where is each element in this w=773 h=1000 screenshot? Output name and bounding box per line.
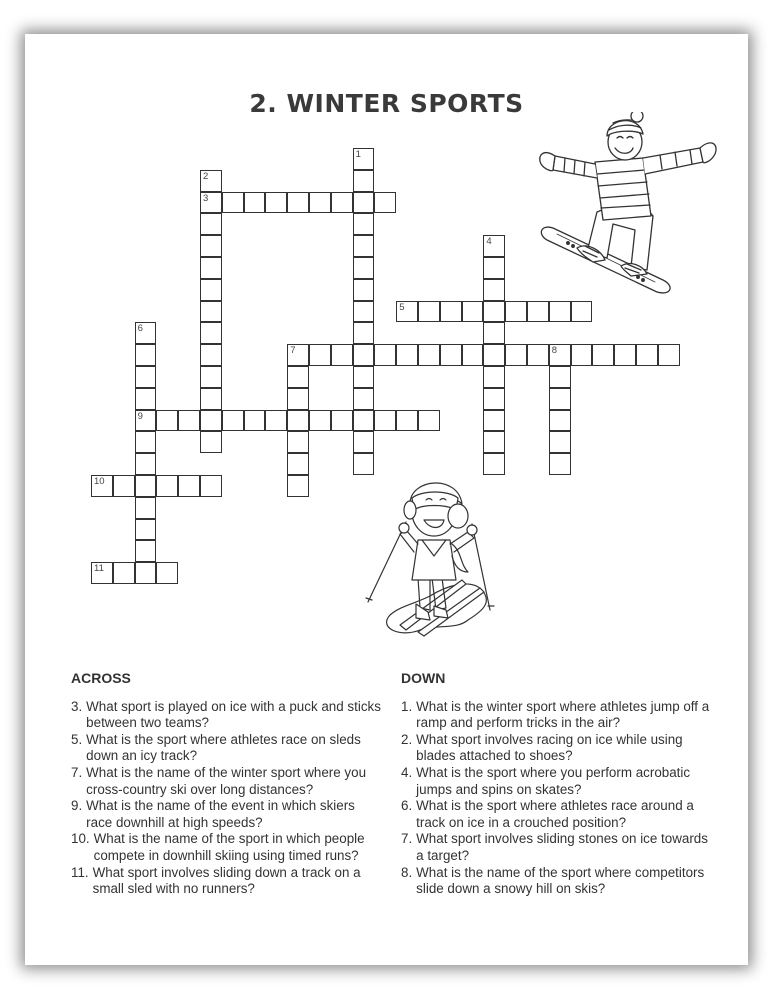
crossword-cell[interactable] <box>353 344 375 366</box>
clue-number: 4. <box>401 764 413 780</box>
clue-number: 3. <box>71 698 83 714</box>
clue-text: What is the name of the winter sport where you cross-country ski over long distances? <box>86 764 367 797</box>
crossword-cell[interactable] <box>440 301 462 323</box>
clue-number-label: 7 <box>290 345 296 357</box>
crossword-cell[interactable] <box>440 344 462 366</box>
clue-number-label: 6 <box>137 323 143 335</box>
crossword-cell[interactable] <box>374 344 396 366</box>
crossword-cell[interactable] <box>353 213 375 235</box>
crossword-cell[interactable] <box>462 301 484 323</box>
crossword-cell[interactable] <box>331 344 353 366</box>
crossword-cell[interactable] <box>331 410 353 432</box>
across-clues <box>71 670 381 898</box>
crossword-cell[interactable] <box>287 431 309 453</box>
down-clue-6 <box>401 798 711 831</box>
crossword-cell[interactable] <box>91 562 113 584</box>
crossword-cell[interactable] <box>549 431 571 453</box>
crossword-cell[interactable] <box>483 366 505 388</box>
crossword-cell[interactable] <box>200 301 222 323</box>
crossword-cell[interactable] <box>353 388 375 410</box>
crossword-cell[interactable] <box>636 344 658 366</box>
crossword-cell[interactable] <box>135 519 157 541</box>
crossword-cell[interactable] <box>135 540 157 562</box>
crossword-cell[interactable] <box>331 192 353 214</box>
crossword-cell[interactable] <box>418 344 440 366</box>
crossword-cell[interactable] <box>200 213 222 235</box>
clue-number: 6. <box>401 798 413 814</box>
clue-number-label: 10 <box>94 476 105 487</box>
down-clue-1 <box>401 699 711 732</box>
crossword-cell[interactable] <box>135 322 157 344</box>
crossword-cell[interactable] <box>483 344 505 366</box>
crossword-cell[interactable] <box>287 410 309 432</box>
clue-number-label: 11 <box>94 563 104 575</box>
crossword-cell[interactable] <box>505 301 527 323</box>
crossword-cell[interactable] <box>483 322 505 344</box>
crossword-cell[interactable] <box>287 344 309 366</box>
crossword-cell[interactable] <box>200 192 222 214</box>
crossword-cell[interactable] <box>353 148 375 170</box>
clue-number-label: 9 <box>137 410 143 422</box>
crossword-cell[interactable] <box>287 475 309 497</box>
crossword-cell[interactable] <box>549 366 571 388</box>
clue-number: 2. <box>401 731 413 747</box>
crossword-cell[interactable] <box>571 344 593 366</box>
crossword-cell[interactable] <box>418 410 440 432</box>
crossword-cell[interactable] <box>353 366 375 388</box>
crossword-cell[interactable] <box>353 235 375 257</box>
clue-text: What is the sport where athletes race on sleds down an icy track? <box>86 731 361 764</box>
crossword-cell[interactable] <box>178 410 200 432</box>
across-clue-3 <box>71 699 381 732</box>
crossword-cell[interactable] <box>374 410 396 432</box>
across-clue-9 <box>71 798 381 831</box>
crossword-cell[interactable] <box>135 410 157 432</box>
crossword-cell[interactable] <box>113 475 135 497</box>
clue-number-label: 5 <box>399 301 405 313</box>
crossword-cell[interactable] <box>156 475 178 497</box>
crossword-cell[interactable] <box>113 562 135 584</box>
down-clue-2 <box>401 732 711 765</box>
crossword-cell[interactable] <box>353 301 375 323</box>
clue-text: What is the sport where athletes race around a track on ice in a crouched position? <box>416 798 694 830</box>
crossword-cell[interactable] <box>483 301 505 323</box>
clue-number: 7. <box>71 764 83 780</box>
clue-text: What sport involves sliding stones on ice towards a target? <box>416 831 708 863</box>
crossword-cell[interactable] <box>396 410 418 432</box>
crossword-cell[interactable] <box>353 257 375 279</box>
down-clue-4 <box>401 765 711 798</box>
crossword-cell[interactable] <box>353 322 375 344</box>
crossword-cell[interactable] <box>353 279 375 301</box>
crossword-cell[interactable] <box>549 388 571 410</box>
clue-number: 7. <box>401 831 413 847</box>
crossword-cell[interactable] <box>614 344 636 366</box>
clue-text: What is the name of the sport in which people compete in downhill skiing using timed runs? <box>93 831 365 863</box>
down-clues <box>401 670 711 898</box>
crossword-cell[interactable] <box>353 431 375 453</box>
crossword-cell[interactable] <box>505 344 527 366</box>
snowboarder-illustration <box>535 112 725 307</box>
crossword-cell[interactable] <box>309 344 331 366</box>
across-heading: ACROSS <box>71 670 131 686</box>
crossword-cell[interactable] <box>200 170 222 192</box>
crossword-cell[interactable] <box>200 279 222 301</box>
crossword-cell[interactable] <box>135 475 157 497</box>
crossword-cell[interactable] <box>658 344 680 366</box>
crossword-cell[interactable] <box>135 562 157 584</box>
crossword-cell[interactable] <box>287 388 309 410</box>
clue-number-label: 1 <box>355 149 361 160</box>
clue-text: What is the winter sport where athletes jump off a ramp and perform tricks in the air? <box>416 698 710 731</box>
crossword-cell[interactable] <box>462 344 484 366</box>
crossword-cell[interactable] <box>200 344 222 366</box>
clue-number: 9. <box>71 798 83 814</box>
clue-number: 8. <box>401 864 413 880</box>
crossword-cell[interactable] <box>200 366 222 388</box>
crossword-cell[interactable] <box>200 431 222 453</box>
across-clue-10 <box>71 831 381 864</box>
crossword-cell[interactable] <box>200 410 222 432</box>
crossword-cell[interactable] <box>287 192 309 214</box>
crossword-cell[interactable] <box>549 344 571 366</box>
across-clue-5 <box>71 732 381 765</box>
crossword-cell[interactable] <box>483 431 505 453</box>
crossword-cell[interactable] <box>200 475 222 497</box>
across-clue-11 <box>71 865 381 898</box>
clue-text: What is the name of the sport where competitors slide down a snowy hill on skis? <box>416 864 705 897</box>
down-heading: DOWN <box>401 670 446 686</box>
crossword-cell[interactable] <box>353 170 375 192</box>
crossword-cell[interactable] <box>178 475 200 497</box>
crossword-cell[interactable] <box>135 431 157 453</box>
crossword-cell[interactable] <box>549 410 571 432</box>
crossword-cell[interactable] <box>91 475 113 497</box>
crossword-cell[interactable] <box>483 235 505 257</box>
crossword-cell[interactable] <box>592 344 614 366</box>
crossword-cell[interactable] <box>396 344 418 366</box>
crossword-cell[interactable] <box>135 388 157 410</box>
crossword-cell[interactable] <box>156 410 178 432</box>
clue-text: What sport involves sliding down a track on a small sled with no runners? <box>92 864 361 897</box>
crossword-cell[interactable] <box>374 192 396 214</box>
crossword-cell[interactable] <box>353 410 375 432</box>
clue-text: What is the name of the event in which skiers race downhill at high speeds? <box>86 798 355 830</box>
crossword-cell[interactable] <box>200 257 222 279</box>
crossword-cell[interactable] <box>287 453 309 475</box>
crossword-cell[interactable] <box>222 410 244 432</box>
crossword-cell[interactable] <box>483 257 505 279</box>
clue-number-label: 2 <box>203 170 209 182</box>
clue-text: What is the sport where you perform acrobatic jumps and spins on skates? <box>416 764 691 797</box>
crossword-cell[interactable] <box>135 366 157 388</box>
crossword-cell[interactable] <box>135 344 157 366</box>
clue-number: 10. <box>71 831 90 847</box>
clue-number: 1. <box>401 698 413 714</box>
across-clue-7 <box>71 765 381 798</box>
crossword-cell[interactable] <box>244 192 266 214</box>
crossword-cell[interactable] <box>222 192 244 214</box>
crossword-cell[interactable] <box>135 497 157 519</box>
crossword-cell[interactable] <box>200 235 222 257</box>
crossword-cell[interactable] <box>287 366 309 388</box>
crossword-cell[interactable] <box>156 562 178 584</box>
crossword-cell[interactable] <box>309 410 331 432</box>
crossword-cell[interactable] <box>483 279 505 301</box>
crossword-cell[interactable] <box>309 192 331 214</box>
crossword-cell[interactable] <box>265 410 287 432</box>
down-clue-8 <box>401 865 711 898</box>
crossword-cell[interactable] <box>353 192 375 214</box>
crossword-cell[interactable] <box>265 192 287 214</box>
page-title: 2. WINTER SPORTS <box>249 89 524 118</box>
clue-number-label: 8 <box>551 345 558 357</box>
down-clue-7 <box>401 831 711 864</box>
clue-number: 11. <box>71 864 89 880</box>
crossword-cell[interactable] <box>200 388 222 410</box>
clue-number: 5. <box>71 731 83 747</box>
crossword-cell[interactable] <box>549 453 571 475</box>
clue-number-label: 3 <box>203 192 209 204</box>
crossword-cell[interactable] <box>483 410 505 432</box>
crossword-cell[interactable] <box>396 301 418 323</box>
skier-illustration <box>360 460 500 650</box>
crossword-cell[interactable] <box>483 388 505 410</box>
crossword-cell[interactable] <box>200 322 222 344</box>
crossword-cell[interactable] <box>244 410 266 432</box>
clue-text: What sport involves racing on ice while using blades attached to shoes? <box>416 731 683 764</box>
crossword-cell[interactable] <box>418 301 440 323</box>
clue-number-label: 4 <box>486 236 492 248</box>
crossword-cell[interactable] <box>135 453 157 475</box>
clue-text: What sport is played on ice with a puck and sticks between two teams? <box>86 698 381 731</box>
crossword-cell[interactable] <box>527 344 549 366</box>
